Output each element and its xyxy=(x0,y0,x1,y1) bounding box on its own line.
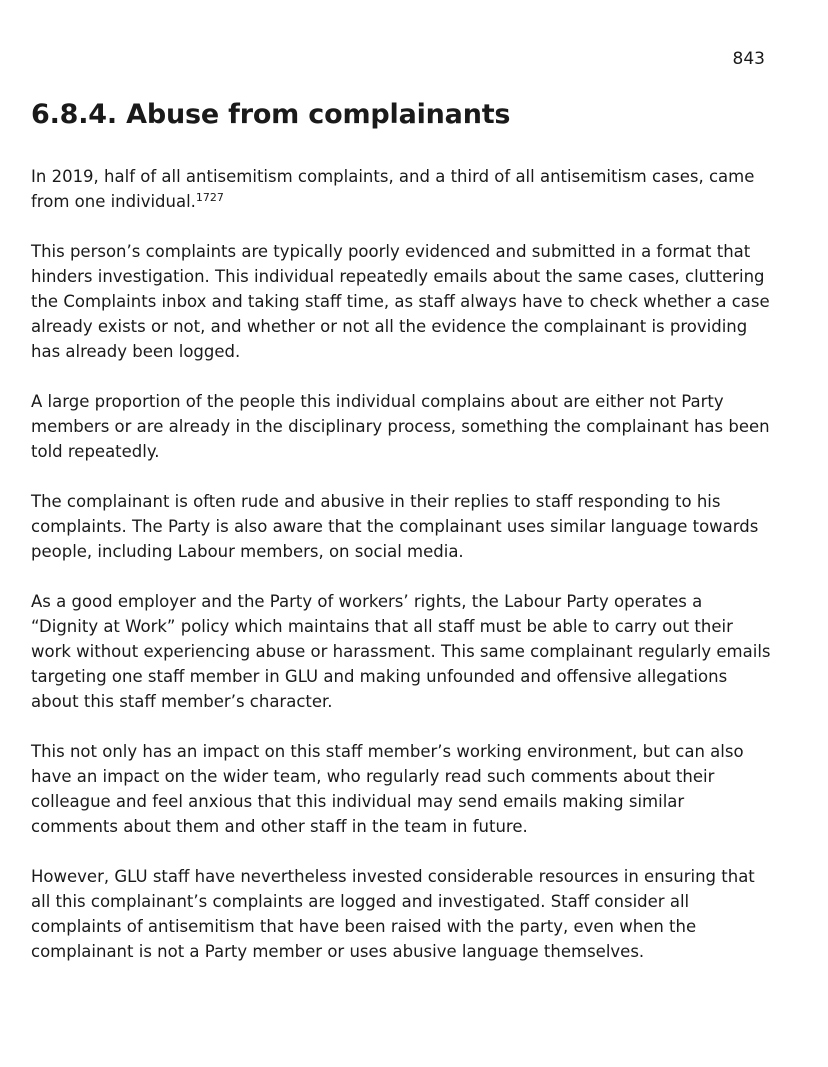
paragraph-1-text: In 2019, half of all antisemitism complaints, and a third of all antisemitism cases, came from one individual. xyxy=(31,167,755,211)
paragraph-3: A large proportion of the people this individual complains about are either not Party members or are already in the disciplinary process, something the complainant has been told repeatedly. xyxy=(31,392,770,461)
document-page xyxy=(31,0,771,1067)
paragraph-1 xyxy=(31,164,771,214)
section-heading: 6.8.4. Abuse from complainants xyxy=(31,99,511,130)
section-body xyxy=(31,164,771,989)
paragraph-6: This not only has an impact on this staff member’s working environment, but can also have an impact on the wider team, who regularly read such comments about their colleague and feel anxious that this individual may send emails making similar comments about them and other staff in the team in future. xyxy=(31,742,744,836)
paragraph-2: This person’s complaints are typically poorly evidenced and submitted in a format that hinders investigation. This individual repeatedly emails about the same cases, cluttering the Complaints inbox and taking staff time, as staff always have to check whether a case already exists or not, and whether or not all the evidence the complainant is providing has already been logged. xyxy=(31,242,770,361)
paragraph-7: However, GLU staff have nevertheless invested considerable resources in ensuring that all this complainant’s complaints are logged and investigated. Staff consider all complaints of antisemitism that have been raised with the party, even when the complainant is not a Party member or uses abusive language themselves. xyxy=(31,867,755,961)
paragraph-4: The complainant is often rude and abusive in their replies to staff responding to his complaints. The Party is also aware that the complainant uses similar language towards people, including Labour members, on social media. xyxy=(31,492,759,561)
page-number: 843 xyxy=(732,49,765,69)
footnote-marker[interactable]: 1727 xyxy=(195,191,224,204)
paragraph-5: As a good employer and the Party of workers’ rights, the Labour Party operates a “Dignity at Work” policy which maintains that all staff must be able to carry out their work without experiencing abuse or harassment. This same complainant regularly emails targeting one staff member in GLU and making unfounded and offensive allegations about this staff member’s character. xyxy=(31,592,771,711)
